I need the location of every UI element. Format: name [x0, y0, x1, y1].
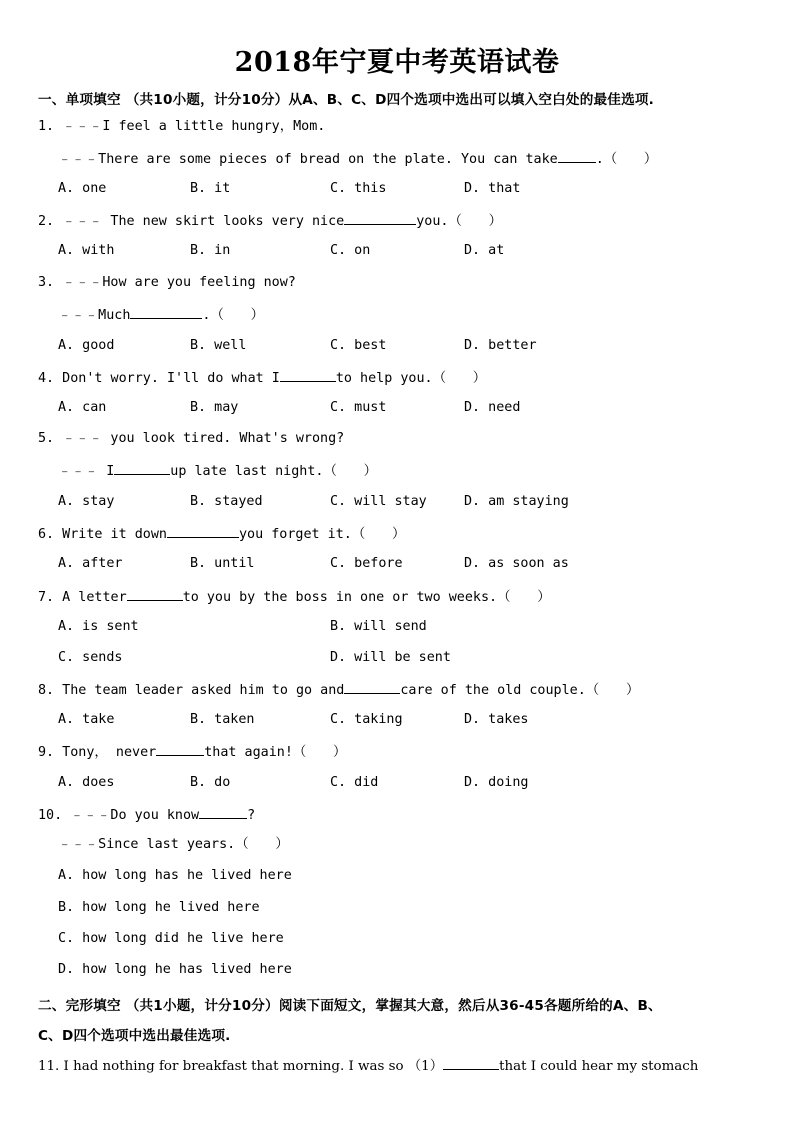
page-title: 2018年宁夏中考英语试卷: [234, 47, 560, 78]
q5-blank: [114, 461, 170, 475]
q2-option-b: B. in: [190, 243, 231, 258]
q8-option-d: D. takes: [464, 712, 529, 727]
q1-option-a: A. one: [58, 181, 107, 196]
q1-line2-pre: ﹣﹣﹣There are some pieces of bread on the plate. You can take: [58, 152, 558, 167]
q7-stem-pre: 7. A letter: [38, 590, 127, 605]
q3-line2-pre: ﹣﹣﹣Much: [58, 308, 131, 323]
q5-line2: [58, 461, 377, 481]
q4-stem: [38, 368, 486, 388]
q3-option-a: A. good: [58, 338, 115, 353]
q4-option-c: C. must: [330, 400, 387, 415]
q2-stem-post: you.（ ）: [416, 214, 503, 229]
q7-blank: [127, 587, 183, 601]
q1-option-c: C. this: [330, 181, 387, 196]
q10-line2: ﹣﹣﹣Since last years.（ ）: [58, 837, 289, 852]
q2-option-a: A. with: [58, 243, 115, 258]
q10-blank: [199, 805, 247, 819]
q11-stem-pre: 11. I had nothing for breakfast that morning. I was so （1）: [38, 1059, 444, 1074]
q7-option-c: C. sends: [58, 650, 123, 665]
q9-option-c: C. did: [330, 775, 379, 790]
q6-stem: [38, 524, 405, 544]
q2-stem: [38, 211, 502, 231]
q4-stem-pre: 4. Don't worry. I'll do what I: [38, 371, 280, 386]
q11-blank: [443, 1056, 499, 1070]
section-2-heading-line1: 二、完形填空 （共1小题，计分10分）阅读下面短文，掌握其大意，然后从36-45各题所给的A、B、: [38, 998, 662, 1014]
q8-option-b: B. taken: [190, 712, 255, 727]
q6-option-c: C. before: [330, 556, 403, 571]
q3-stem: 3. ﹣﹣﹣How are you feeling now?: [38, 275, 296, 290]
q1-option-d: D. that: [464, 181, 521, 196]
q5-option-a: A. stay: [58, 494, 115, 509]
q6-stem-pre: 6. Write it down: [38, 527, 167, 542]
q5-option-c: C. will stay: [330, 494, 427, 509]
q8-blank: [344, 680, 400, 694]
q4-option-b: B. may: [190, 400, 239, 415]
q4-stem-post: to help you.（ ）: [335, 371, 487, 386]
q1-blank: [558, 149, 596, 163]
q8-stem-post: care of the old couple.（ ）: [400, 683, 640, 698]
q8-stem: [38, 680, 639, 700]
q6-option-b: B. until: [190, 556, 255, 571]
q9-stem: [38, 742, 346, 762]
q10-option-b: B. how long he lived here: [58, 900, 260, 915]
section-1-heading: 一、单项填空 （共10小题，计分10分）从A、B、C、D四个选项中选出可以填入空白处的最佳选项.: [38, 92, 655, 108]
q7-option-a: A. is sent: [58, 619, 139, 634]
section-2-heading-line2: C、D四个选项中选出最佳选项.: [38, 1028, 231, 1044]
q8-option-c: C. taking: [330, 712, 403, 727]
q5-stem: 5. ﹣﹣﹣ you look tired. What's wrong?: [38, 431, 345, 446]
q6-option-d: D. as soon as: [464, 556, 569, 571]
q1-stem: 1. ﹣﹣﹣I feel a little hungry，Mom.: [38, 119, 326, 134]
q1-option-b: B. it: [190, 181, 231, 196]
q9-option-b: B. do: [190, 775, 231, 790]
q2-blank: [344, 211, 416, 225]
q11-stem: [38, 1056, 698, 1076]
q7-stem: [38, 587, 551, 607]
q9-blank: [156, 742, 204, 756]
q10-stem-pre: 10. ﹣﹣﹣Do you know: [38, 808, 200, 823]
q6-stem-post: you forget it.（ ）: [239, 527, 406, 542]
q1-line2-post: .（ ）: [595, 152, 658, 167]
q9-option-a: A. does: [58, 775, 115, 790]
q3-option-d: D. better: [464, 338, 537, 353]
q3-option-c: C. best: [330, 338, 387, 353]
q7-option-b: B. will send: [330, 619, 427, 634]
q3-option-b: B. well: [190, 338, 247, 353]
q1-line2: [58, 149, 657, 169]
q5-option-b: B. stayed: [190, 494, 263, 509]
q10-option-d: D. how long he has lived here: [58, 962, 292, 977]
q10-option-c: C. how long did he live here: [58, 931, 284, 946]
q2-stem-pre: 2. ﹣﹣﹣ The new skirt looks very nice: [38, 214, 345, 229]
q5-line2-pre: ﹣﹣﹣ I: [58, 464, 115, 479]
q5-line2-post: up late last night.（ ）: [170, 464, 378, 479]
q3-line2-post: .（ ）: [202, 308, 265, 323]
q4-blank: [280, 368, 336, 382]
q10-stem-post: ?: [247, 808, 256, 823]
q5-option-d: D. am staying: [464, 494, 569, 509]
q10-stem: [38, 805, 255, 825]
q8-stem-pre: 8. The team leader asked him to go and: [38, 683, 345, 698]
q9-stem-pre: 9. Tony， never: [38, 745, 157, 760]
q3-blank: [130, 305, 202, 319]
q6-option-a: A. after: [58, 556, 123, 571]
q4-option-d: D. need: [464, 400, 521, 415]
q6-blank: [167, 524, 239, 538]
q2-option-d: D. at: [464, 243, 505, 258]
q9-stem-post: that again!（ ）: [204, 745, 347, 760]
q11-stem-post: that I could hear my stomach: [499, 1059, 699, 1074]
q3-line2: [58, 305, 264, 325]
q4-option-a: A. can: [58, 400, 107, 415]
q8-option-a: A. take: [58, 712, 115, 727]
q10-option-a: A. how long has he lived here: [58, 868, 292, 883]
q2-option-c: C. on: [330, 243, 371, 258]
q7-stem-post: to you by the boss in one or two weeks.（ ）: [182, 590, 551, 605]
q9-option-d: D. doing: [464, 775, 529, 790]
q7-option-d: D. will be sent: [330, 650, 451, 665]
